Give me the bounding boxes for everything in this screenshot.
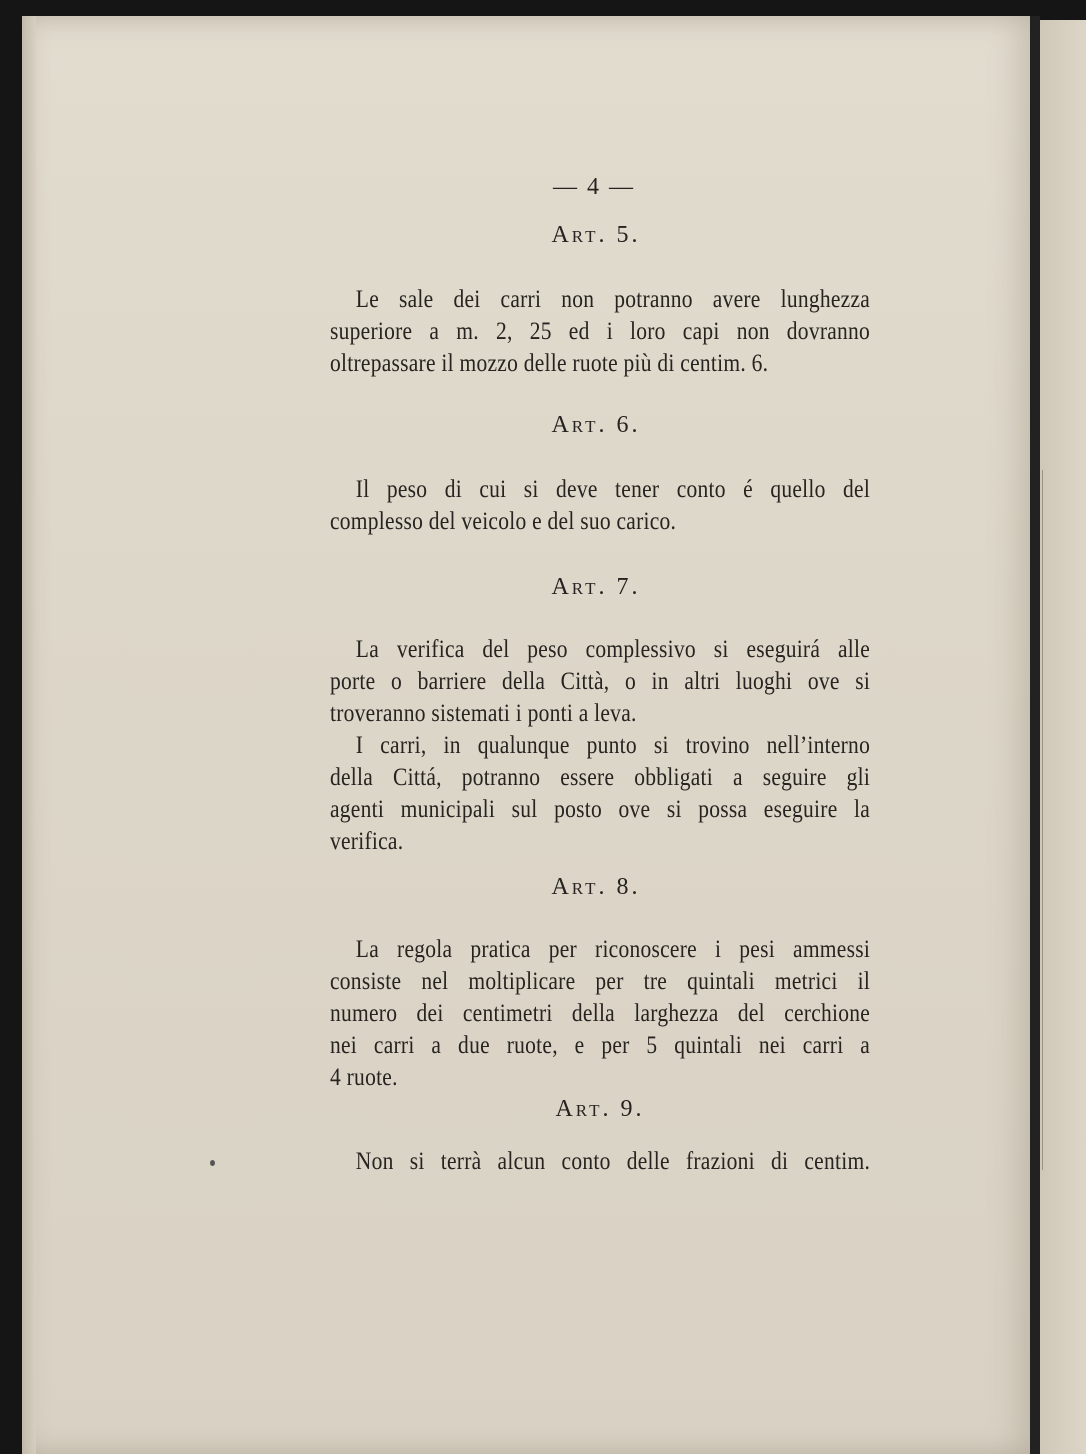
text-line: consiste nel moltiplicare per tre quintali metrici il <box>330 968 871 995</box>
article-heading-5: Art. 5. <box>551 222 641 248</box>
text-line: Le sale dei carri non potranno avere lunghezza <box>355 286 871 313</box>
page-number: — 4 — <box>553 174 635 200</box>
article-heading-8: Art. 8. <box>551 874 641 900</box>
article-6-paragraph <box>330 474 870 538</box>
article-5-paragraph <box>330 284 870 380</box>
text-line: I carri, in qualunque punto si trovino nell’interno <box>355 732 871 759</box>
text-line: 4 ruote. <box>330 1064 398 1091</box>
text-line: troveranno sistemati i ponti a leva. <box>330 700 637 727</box>
text-line: porte o barriere della Città, o in altri luoghi ove si <box>330 668 871 695</box>
article-heading-6: Art. 6. <box>551 412 641 438</box>
text-line: numero dei centimetri della larghezza del cerchione <box>330 1000 871 1027</box>
text-line: La verifica del peso complessivo si eseguirá alle <box>355 636 871 663</box>
text-line: nei carri a due ruote, e per 5 quintali nei carri a <box>330 1032 871 1059</box>
text-line: La regola pratica per riconoscere i pesi ammessi <box>355 936 871 963</box>
article-heading-7: Art. 7. <box>551 574 641 600</box>
article-9-paragraph <box>330 1146 870 1178</box>
text-line: verifica. <box>330 828 404 855</box>
article-7-paragraph-2 <box>330 730 870 858</box>
text-line: Il peso di cui si deve tener conto é quello del <box>355 476 871 503</box>
text-line: Non si terrà alcun conto delle frazioni di centim. <box>355 1148 871 1175</box>
text-line: complesso del veicolo e del suo carico. <box>330 508 677 535</box>
text-line: agenti municipali sul posto ove si possa eseguire la <box>330 796 871 823</box>
article-7-paragraph-1 <box>330 634 870 730</box>
text-line: superiore a m. 2, 25 ed i loro capi non dovranno <box>330 318 871 345</box>
text-line: oltrepassare il mozzo delle ruote più di centim. 6. <box>330 350 769 377</box>
article-8-paragraph <box>330 934 870 1094</box>
text-line: della Cittá, potranno essere obbligati a seguire gli <box>330 764 871 791</box>
article-heading-9: Art. 9. <box>555 1096 645 1122</box>
